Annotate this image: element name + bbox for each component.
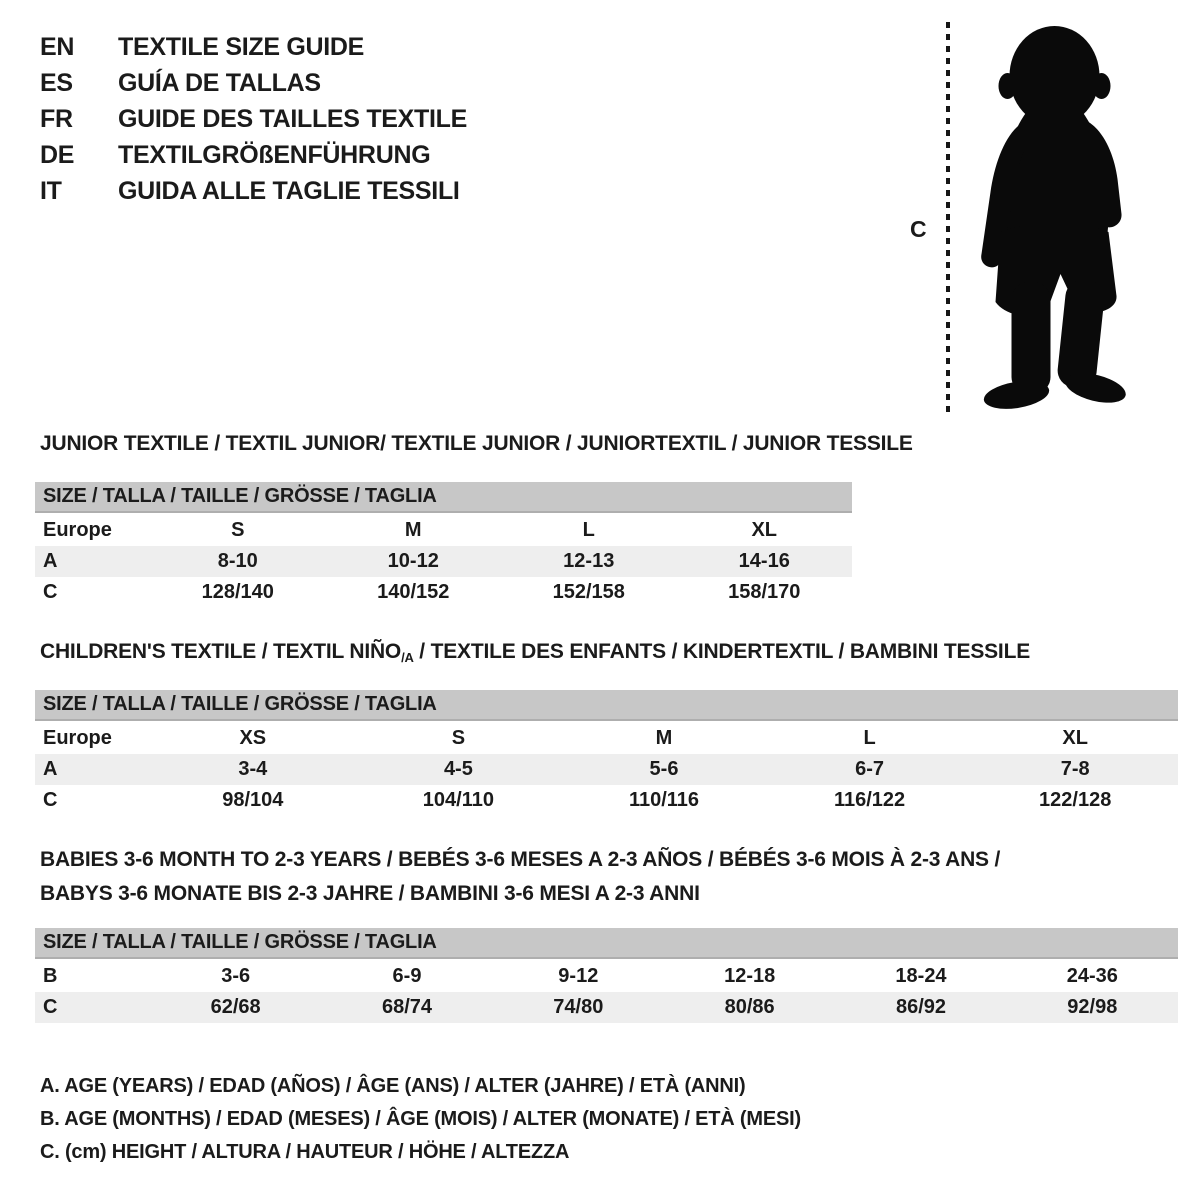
size-value: 80/86 [724,996,775,1018]
junior-section-title: JUNIOR TEXTILE / TEXTIL JUNIOR/ TEXTILE JUNIOR / JUNIORTEXTIL / JUNIOR TESSILE [40,432,913,455]
size-value: 5-6 [649,758,679,780]
height-measure-dashed-line [946,22,950,416]
row-label: C [43,581,58,603]
table-row-height-cm [35,577,852,608]
size-value: 12-18 [724,965,776,987]
table-row-age-months [35,961,1178,992]
size-value: 110/116 [628,789,700,811]
size-header-bar: SIZE / TALLA / TAILLE / GRÖSSE / TAGLIA [35,690,1178,721]
size-header-bar: SIZE / TALLA / TAILLE / GRÖSSE / TAGLIA [35,928,1178,959]
language-title: TEXTILE SIZE GUIDE [118,33,365,61]
row-label: A [43,758,58,780]
row-label: B [43,965,58,987]
size-value: 6-7 [855,758,885,780]
language-code: DE [40,141,75,169]
language-title: GUÍA DE TALLAS [118,69,321,97]
size-value: XS [239,727,267,749]
babies-section-title [40,843,1000,911]
language-code: ES [40,69,73,97]
row-label: C [43,789,58,811]
size-value: S [451,727,466,749]
size-value: L [582,519,595,541]
legend [40,1070,801,1169]
size-value: 10-12 [387,550,439,572]
table-row-europe [35,515,852,546]
table-row-height-cm [35,785,1178,816]
row-label: A [43,550,58,572]
table-row-age-years [35,546,852,577]
babies-table-rows [35,961,1178,1023]
language-title-list [40,29,467,209]
language-row [40,65,467,101]
language-code: IT [40,177,62,205]
size-value: 8-10 [217,550,258,572]
size-value: 86/92 [895,996,947,1018]
language-code: EN [40,33,75,61]
children-size-table [35,690,1178,816]
junior-size-table [35,482,852,608]
language-row [40,137,467,173]
size-value: 3-4 [238,758,268,780]
size-value: 98/104 [222,789,284,811]
language-code: FR [40,105,73,133]
size-value: 74/80 [553,996,604,1018]
children-title-text: CHILDREN'S TEXTILE / TEXTIL NIÑO [40,640,402,663]
size-value: 104/110 [422,789,494,811]
size-value: 128/140 [201,581,274,603]
legend-line-height: C. (cm) HEIGHT / ALTURA / HAUTEUR / HÖHE / ALTEZZA [40,1141,570,1163]
children-title-sub: /A [401,650,414,665]
size-value: 122/128 [1039,789,1112,811]
toddler-silhouette [962,14,1147,414]
size-value: M [404,519,422,541]
language-title: GUIDE DES TAILLES TEXTILE [118,105,468,133]
row-label: Europe [43,519,112,541]
size-value: 9-12 [558,965,599,987]
legend-line-age-years: A. AGE (YEARS) / EDAD (AÑOS) / ÂGE (ANS) / ALTER (JAHRE) / ETÀ (ANNI) [40,1075,746,1097]
babies-title-line1: BABIES 3-6 MONTH TO 2-3 YEARS / BEBÉS 3-6 MESES A 2-3 AÑOS / BÉBÉS 3-6 MOIS À 2-3 ANS / [40,848,1001,871]
size-value: L [863,727,876,749]
size-value: 14-16 [738,550,790,572]
children-table-rows [35,723,1178,816]
table-row-age-years [35,754,1178,785]
size-value: 24-36 [1066,965,1118,987]
size-header-bar: SIZE / TALLA / TAILLE / GRÖSSE / TAGLIA [35,482,852,513]
size-value: 7-8 [1060,758,1090,780]
size-value: 68/74 [381,996,433,1018]
children-section-title [40,640,1030,665]
measure-label-c: C [910,216,927,242]
children-title-text: / TEXTILE DES ENFANTS / KINDERTEXTIL / BAMBINI TESSILE [413,640,1031,663]
size-value: 92/98 [1067,996,1118,1018]
size-value: 140/152 [377,581,450,603]
babies-title-line2: BABYS 3-6 MONATE BIS 2-3 JAHRE / BAMBINI 3-6 MESI A 2-3 ANNI [40,882,700,905]
size-value: 116/122 [833,789,906,811]
language-row [40,29,467,65]
size-value: 18-24 [895,965,947,987]
language-row [40,173,467,209]
size-value: 6-9 [392,965,422,987]
size-value: 152/158 [552,581,625,603]
row-label: Europe [43,727,112,749]
row-label: C [43,996,58,1018]
size-value: 3-6 [221,965,251,987]
legend-line-age-months: B. AGE (MONTHS) / EDAD (MESES) / ÂGE (MOIS) / ALTER (MONATE) / ETÀ (MESI) [40,1108,801,1130]
babies-size-table [35,928,1178,1023]
table-row-height-cm [35,992,1178,1023]
size-value: XL [1062,727,1088,749]
language-title: TEXTILGRÖßENFÜHRUNG [118,141,431,169]
size-value: 4-5 [443,758,473,780]
language-title: GUIDA ALLE TAGLIE TESSILI [118,177,460,205]
size-value: S [231,519,245,541]
size-value: 158/170 [728,581,801,603]
language-row [40,101,467,137]
size-value: M [655,727,673,749]
size-value: XL [751,519,778,541]
size-value: 12-13 [563,550,615,572]
table-row-europe [35,723,1178,754]
size-value: 62/68 [210,996,261,1018]
junior-table-rows [35,515,852,608]
